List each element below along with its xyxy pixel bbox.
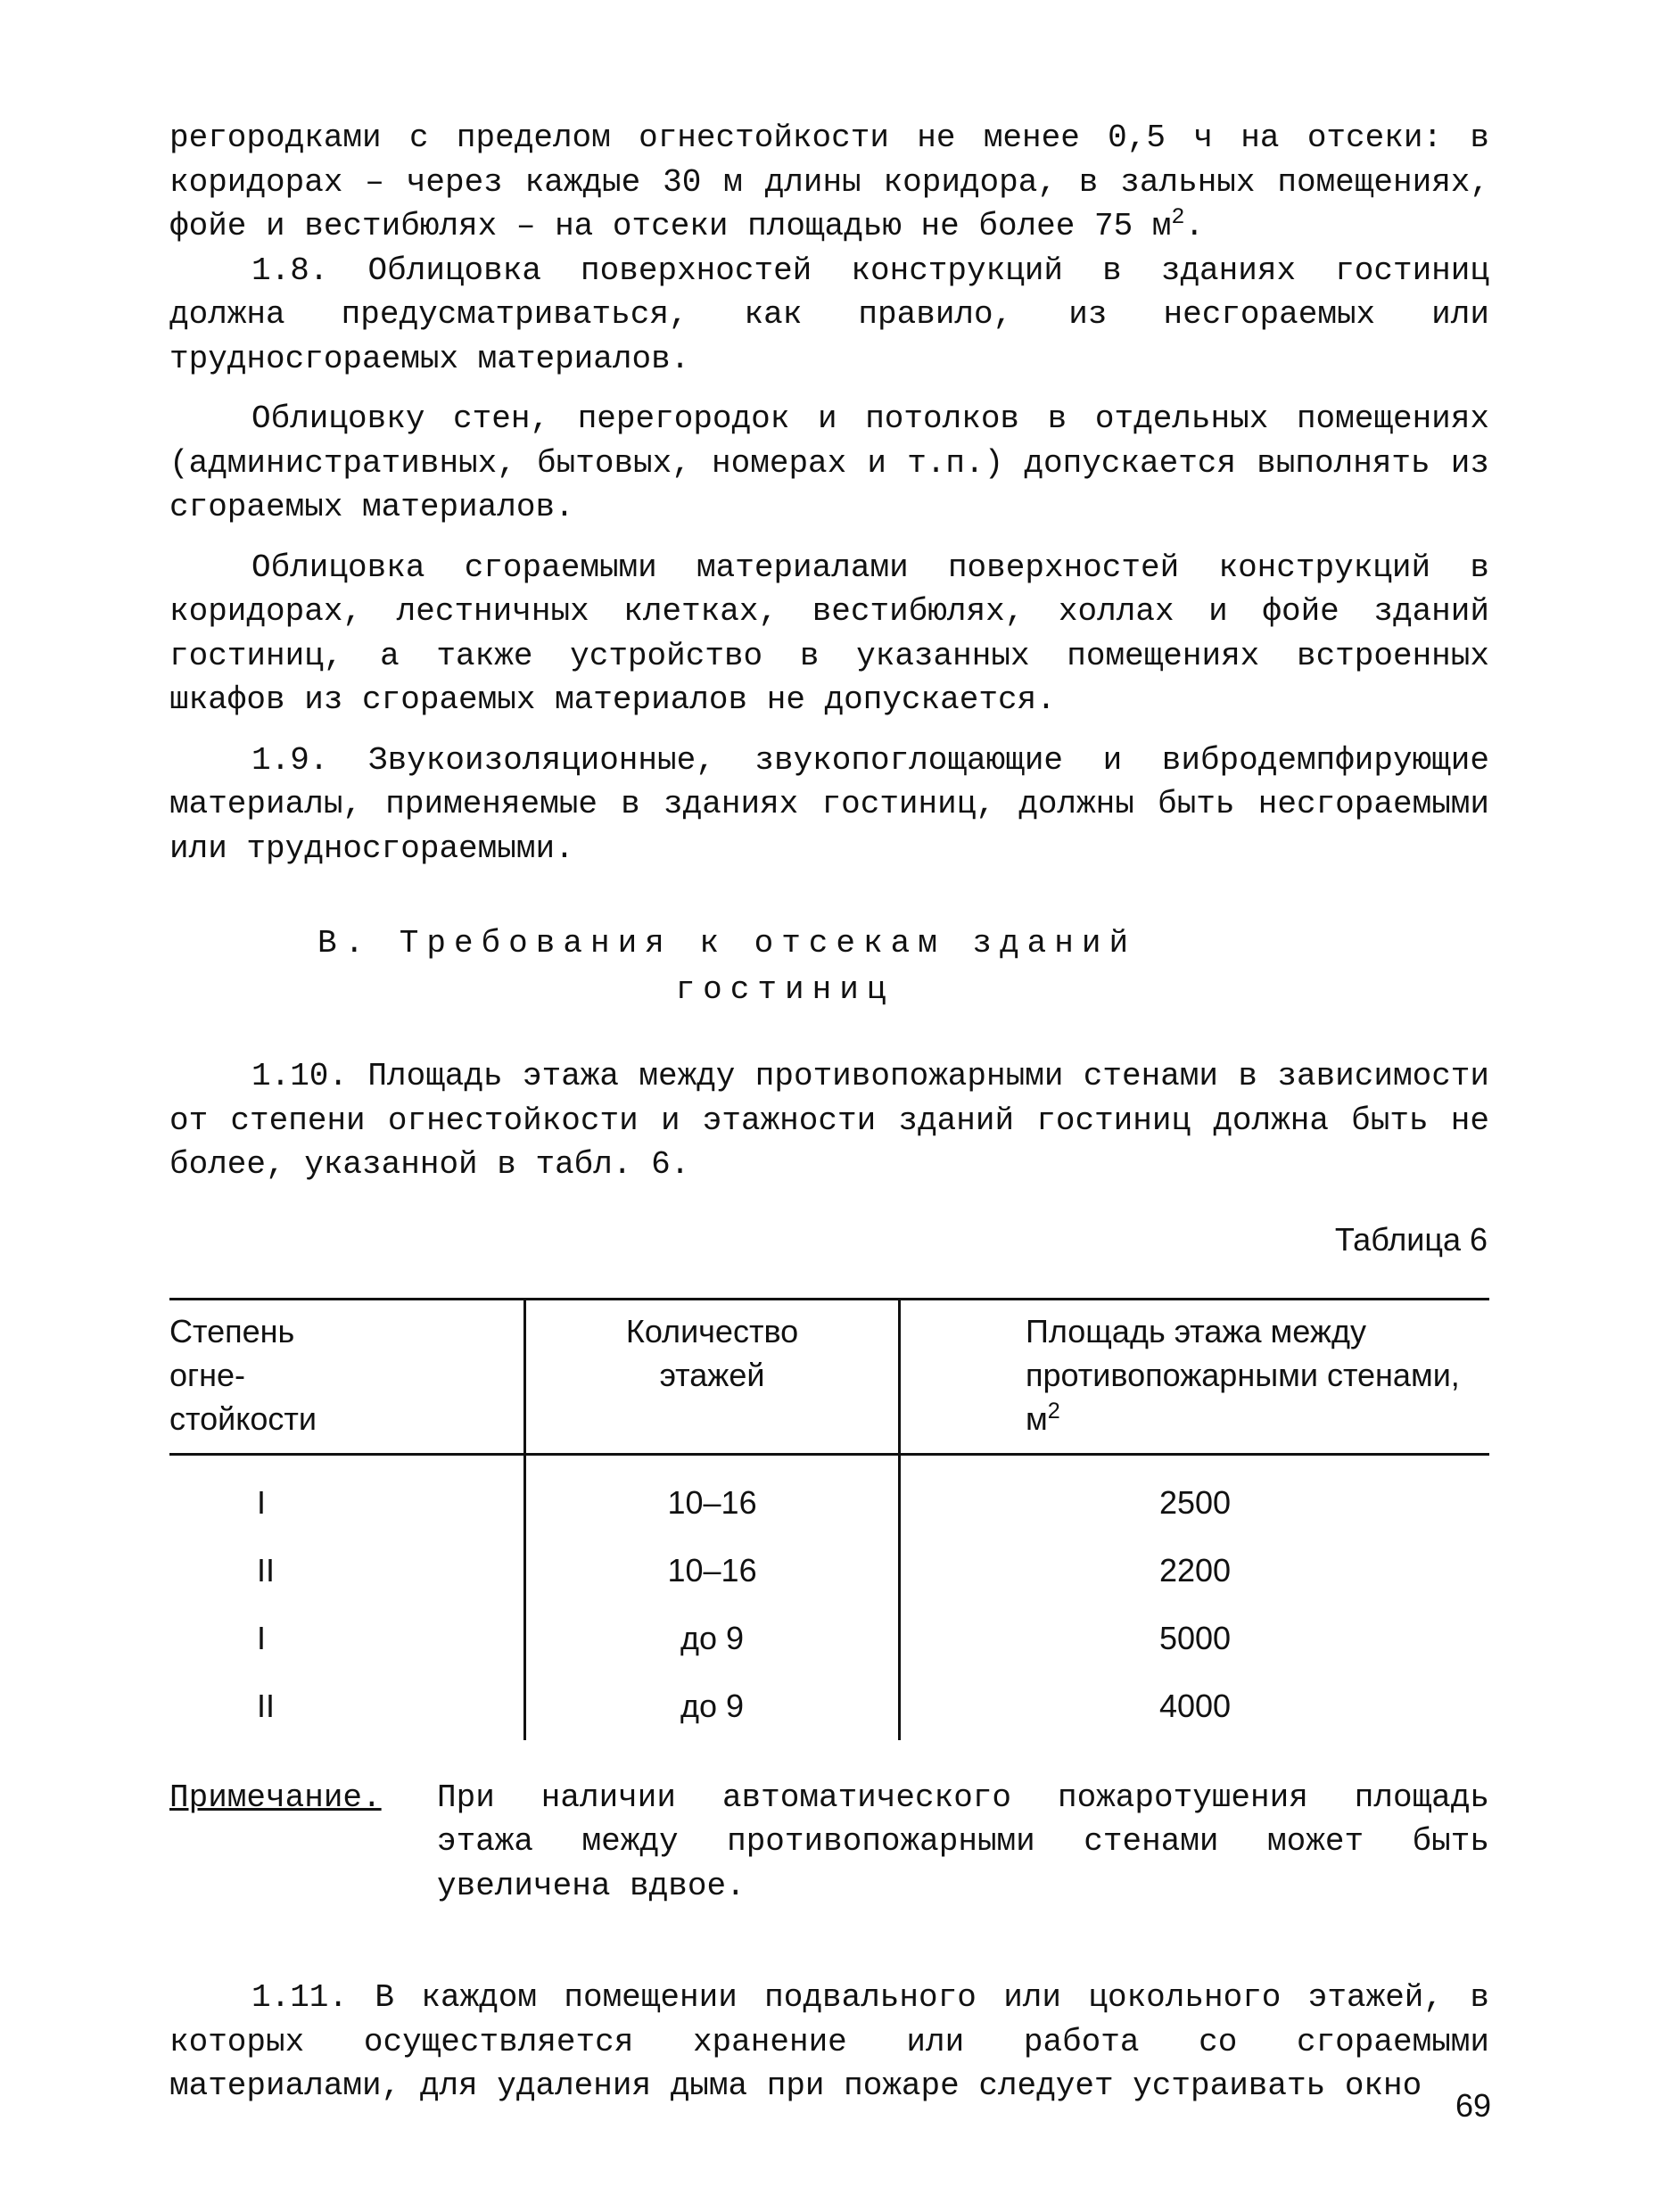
- table-row: [169, 1537, 1489, 1605]
- header-floor-area-text: Площадь этажа между противопожарными стенами, м: [1026, 1312, 1460, 1437]
- header-floor-count: [525, 1299, 900, 1454]
- superscript: 2: [1171, 204, 1185, 230]
- header-floor-count-text: Количество этажей: [625, 1312, 799, 1393]
- page-number: 69: [1455, 2087, 1491, 2124]
- cell-area: 5000: [1158, 1619, 1232, 1656]
- section-heading-line-2: гостиниц: [675, 971, 894, 1008]
- section-heading: [169, 920, 1489, 1013]
- document-page: [169, 116, 1489, 2109]
- cell-degree: II: [169, 1537, 525, 1605]
- paragraph-1-11: 1.11. В каждом помещении подвального или цокольного этажей, в которых осуществляется хранение или работа со сгораемыми материалами, для удаления дыма при пожаре следует устраивать окно: [169, 1979, 1489, 2104]
- cell-degree: II: [169, 1672, 525, 1740]
- header-fire-resistance-text: Степень огне- стойкости: [169, 1312, 317, 1437]
- cell-floors: 10–16: [525, 1454, 900, 1537]
- paragraph-end: .: [1184, 208, 1205, 244]
- cell-degree: I: [169, 1605, 525, 1672]
- table-6: [169, 1298, 1489, 1740]
- table-note: [169, 1776, 1489, 1909]
- cell-floors: до 9: [525, 1672, 900, 1740]
- table-row: [169, 1672, 1489, 1740]
- paragraph-cladding-corridors: Облицовка сгораемыми материалами поверхностей конструкций в коридорах, лестничных клетках, вестибюлях, холлах и фойе зданий гостиниц, а также устройство в указанных помещениях встроенных шкафов из сгораемых материалов не допускается.: [169, 549, 1489, 718]
- header-superscript: 2: [1047, 1398, 1060, 1424]
- cell-area: 2500: [1158, 1483, 1232, 1521]
- paragraph-cladding-rooms: Облицовку стен, перегородок и потолков в отдельных помещениях (административных, бытовых, номерах и т.п.) допускается выполнять из сгораемых материалов.: [169, 400, 1489, 525]
- table-header-row: [169, 1299, 1489, 1454]
- paragraph-continuation: [169, 116, 1489, 249]
- table-row: [169, 1454, 1489, 1537]
- table-row: [169, 1605, 1489, 1672]
- cell-area: 2200: [1158, 1551, 1232, 1589]
- header-fire-resistance: [169, 1299, 525, 1454]
- paragraph-1-9: 1.9. Звукоизоляционные, звукопоглощающие и вибродемпфирующие материалы, применяемые в зданиях гостиниц, должны быть несгораемыми или трудносгораемыми.: [169, 741, 1489, 867]
- cell-area: 4000: [1158, 1687, 1232, 1724]
- table-caption: Таблица 6: [1334, 1220, 1488, 1258]
- cell-floors: 10–16: [525, 1537, 900, 1605]
- section-heading-line-1: В. Требования к отсекам зданий: [317, 925, 1137, 962]
- paragraph-1-8: 1.8. Облицовка поверхностей конструкций в зданиях гостиниц должна предусматриваться, как правило, из несгораемых или трудносгораемых материалов.: [169, 252, 1489, 377]
- note-label: Примечание.: [169, 1779, 382, 1816]
- paragraph-continuation-text: регородками с пределом огнестойкости не менее 0,5 ч на отсеки: в коридорах – через каждые 30 м длины коридора, в зальных помещениях, фойе и вестибюлях – на отсеки площадью не более 75 м: [169, 120, 1489, 244]
- note-text: При наличии автоматического пожаротушения площадь этажа между противопожарными стенами может быть увеличена вдвое.: [437, 1779, 1489, 1904]
- cell-degree: I: [169, 1454, 525, 1537]
- paragraph-1-10: 1.10. Площадь этажа между противопожарными стенами в зависимости от степени огнестойкости и этажности зданий гостиниц должна быть не более, указанной в табл. 6.: [169, 1058, 1489, 1183]
- cell-floors: до 9: [525, 1605, 900, 1672]
- header-floor-area: [900, 1299, 1490, 1454]
